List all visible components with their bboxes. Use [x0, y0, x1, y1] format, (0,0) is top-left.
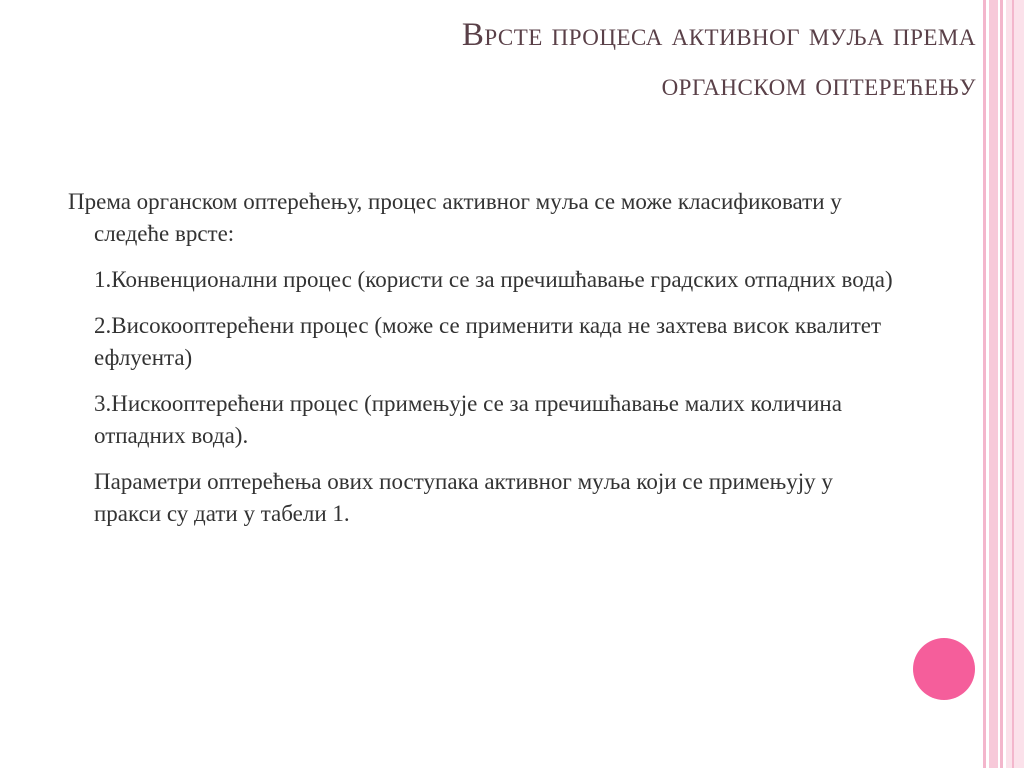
decorative-circle — [913, 638, 975, 700]
slide-title — [116, 10, 976, 110]
decorative-stripe — [1006, 0, 1024, 768]
body-paragraph-conclusion: Параметри оптерећења ових поступака активног муља који се примењују у пракси су дати у табели 1. — [94, 469, 833, 526]
body-paragraph-item-3: 3.Нискооптерећени процес (примењује се за пречишћавање малих количина отпадних вода). — [94, 391, 842, 448]
slide-title-line-1: Врсте процеса активног муља према — [461, 17, 976, 53]
decorative-stripe — [989, 0, 998, 768]
slide-title-line-2: органском оптерећењу — [661, 67, 976, 103]
body-paragraph-intro: Према органском оптерећењу, процес активног муља се може класификовати у следеће врсте: — [68, 189, 842, 246]
body-paragraph-item-1: 1.Конвенционални процес (користи се за пречишћавање градских отпадних вода) — [94, 267, 893, 292]
decorative-stripe — [1012, 0, 1014, 768]
body-paragraph-item-2: 2.Високооптерећени процес (може се применити када не захтева висок квалитет ефлуента) — [94, 313, 882, 370]
slide-body — [68, 186, 898, 544]
decorative-stripe — [1000, 0, 1003, 768]
decorative-stripe — [983, 0, 986, 768]
